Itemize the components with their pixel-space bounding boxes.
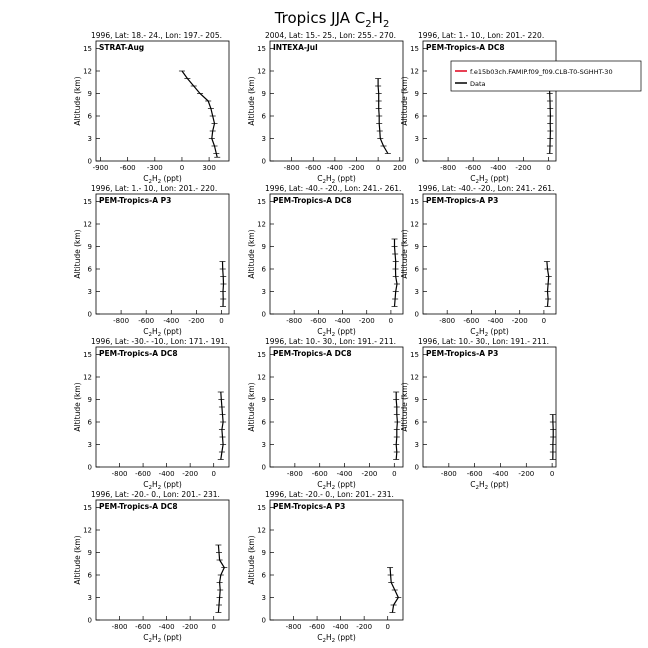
title-main: Tropics JJA C [274,9,366,27]
y-axis-label: Altitude (km) [247,535,256,585]
y-tick-label: 3 [261,594,266,602]
y-tick-label: 12 [257,373,266,382]
x-axis-label-part: (ppt) [488,327,509,336]
panel-header: 1996, Lat: 10.- 30., Lon: 191.- 211. [265,337,396,346]
y-tick-label: 6 [261,265,266,274]
panel-header: 1996, Lat: 10.- 30., Lon: 191.- 211. [418,337,549,346]
y-tick-label: 12 [83,67,92,76]
y-tick-label: 6 [414,265,419,274]
x-axis-label-part: C [470,327,476,336]
x-tick-label: -800 [283,164,300,172]
x-tick-label: -600 [466,470,483,478]
x-tick-label: -800 [440,470,457,478]
x-tick-label: -200 [511,317,528,325]
panel-header: 1996, Lat: -40.- -20., Lon: 241.- 261. [265,184,402,193]
x-axis-label-part: 2 [157,332,162,338]
panels [73,31,641,644]
x-axis-label-part: (ppt) [488,174,509,183]
y-tick-label: 0 [87,616,92,625]
y-axis-label: Altitude (km) [400,76,409,126]
x-tick-label: 0 [546,164,551,172]
y-tick-label: 0 [414,157,419,166]
x-tick-label: -200 [182,623,199,631]
panel-7 [73,337,229,491]
y-tick-label: 6 [414,418,419,427]
campaign-label: PEM-Tropics-A DC8 [426,43,505,52]
panel-1 [73,31,229,185]
legend-model-label: f.e15b03ch.FAMIP.f09_f09.CLB-T0-SGHHT-30 [470,68,613,76]
x-tick-label: 0 [211,623,216,631]
x-axis-label-part: 2 [475,332,479,338]
y-tick-label: 9 [414,90,419,98]
y-tick-label: 15 [257,45,266,53]
x-tick-label: -600 [309,623,326,631]
x-tick-label: -800 [286,470,303,478]
y-tick-label: 6 [87,112,92,121]
y-tick-label: 12 [257,526,266,535]
x-axis-label-part: 2 [331,179,336,185]
y-tick-label: 0 [87,310,92,319]
y-tick-label: 12 [83,526,92,535]
x-axis-label-part: C [470,174,476,183]
panel-8 [247,337,403,491]
y-tick-label: 9 [261,90,266,98]
campaign-label: PEM-Tropics-A DC8 [99,349,178,358]
data-profile-line [396,392,397,460]
x-tick-label: -600 [463,317,480,325]
x-axis-label-part: (ppt) [335,480,356,489]
x-axis-label-part: (ppt) [161,174,182,183]
y-tick-label: 3 [87,441,92,449]
x-axis-label [317,633,356,644]
y-axis-label: Altitude (km) [73,76,82,126]
x-axis-label-part: H [151,633,158,642]
panel-header: 1996, Lat: 18.- 24., Lon: 197.- 205. [91,31,222,40]
y-tick-label: 6 [414,112,419,121]
x-axis-label-part: 2 [322,179,326,185]
x-tick-label: -600 [311,470,328,478]
panel-frame [96,194,229,314]
panel-4 [73,184,229,338]
x-axis-label-part: H [325,174,332,183]
x-axis-label-part: C [317,174,323,183]
y-tick-label: 12 [83,373,92,382]
x-tick-label: -200 [356,623,373,631]
x-axis-label-part: 2 [157,638,162,644]
x-axis-label-part: H [478,174,485,183]
y-tick-label: 0 [414,463,419,472]
y-tick-label: 15 [257,504,266,512]
x-axis-label-part: 2 [475,485,479,491]
y-tick-label: 3 [261,288,266,296]
x-axis-label-part: C [317,633,323,642]
x-tick-label: 300 [202,164,216,172]
x-axis-label-part: C [317,480,323,489]
y-tick-label: 3 [414,135,419,143]
title-sub: 2 [365,19,372,30]
y-tick-label: 15 [257,351,266,359]
y-tick-label: 3 [87,288,92,296]
y-tick-label: 9 [261,549,266,557]
x-axis-label-part: C [143,633,149,642]
campaign-label: PEM-Tropics-A P3 [426,196,499,205]
campaign-label: PEM-Tropics-A DC8 [273,196,352,205]
y-tick-label: 12 [257,67,266,76]
campaign-label: PEM-Tropics-A DC8 [273,349,352,358]
figure-title [274,9,390,30]
panel-frame [270,347,403,467]
x-tick-label: 0 [211,470,216,478]
x-tick-label: -400 [326,164,343,172]
title-end: H [371,9,383,27]
y-axis-label: Altitude (km) [247,76,256,126]
x-axis-label-part: 2 [148,638,152,644]
panel-3 [400,31,556,185]
panel-frame [270,41,403,161]
x-tick-label: -900 [92,164,109,172]
panel-frame [423,194,556,314]
y-tick-label: 6 [87,418,92,427]
y-tick-label: 0 [261,616,266,625]
campaign-label: PEM-Tropics-A P3 [426,349,499,358]
x-axis-label-part: (ppt) [161,633,182,642]
y-axis-label: Altitude (km) [247,229,256,279]
panel-frame [423,347,556,467]
x-tick-label: 0 [385,623,390,631]
x-tick-label: 0 [219,317,224,325]
panel-header: 1996, Lat: -30.- -10., Lon: 171.- 191. [91,337,228,346]
y-tick-label: 9 [87,90,92,98]
x-tick-label: -400 [158,470,175,478]
data-profile-line [221,392,223,460]
x-tick-label: -800 [285,623,302,631]
panel-header: 2004, Lat: 15.- 25., Lon: 255.- 270. [265,31,396,40]
panel-5 [247,184,403,338]
y-axis-label: Altitude (km) [400,229,409,279]
y-tick-label: 0 [414,310,419,319]
x-tick-label: -800 [111,470,128,478]
x-axis-label-part: 2 [475,179,479,185]
y-tick-label: 12 [410,67,419,76]
legend [451,61,641,91]
x-axis-label [143,633,182,644]
x-axis-label-part: C [470,480,476,489]
y-tick-label: 15 [410,198,419,206]
y-tick-label: 12 [410,220,419,229]
panel-6 [400,184,556,338]
y-tick-label: 0 [261,157,266,166]
x-axis-label-part: 2 [322,638,326,644]
panel-header: 1996, Lat: 1.- 10., Lon: 201.- 220. [418,31,545,40]
y-tick-label: 12 [83,220,92,229]
x-tick-label: -600 [310,317,327,325]
x-axis-label-part: C [317,327,323,336]
x-tick-label: 200 [393,164,407,172]
x-tick-label: -600 [138,317,155,325]
y-tick-label: 9 [261,243,266,251]
y-tick-label: 15 [257,198,266,206]
x-axis-label-part: (ppt) [488,480,509,489]
y-tick-label: 15 [83,504,92,512]
x-tick-label: 0 [375,164,381,172]
x-axis-label-part: 2 [148,179,152,185]
y-tick-label: 15 [410,351,419,359]
x-axis-label-part: H [151,327,158,336]
x-tick-label: 0 [179,164,185,172]
x-axis-label-part: (ppt) [335,633,356,642]
x-tick-label: -600 [135,470,152,478]
x-axis-label-part: 2 [331,485,336,491]
x-tick-label: -200 [518,470,535,478]
x-axis-label-part: 2 [322,485,326,491]
panel-header: 1996, Lat: 1.- 10., Lon: 201.- 220. [91,184,218,193]
x-tick-label: -200 [358,317,375,325]
panel-frame [270,500,403,620]
legend-data-label: Data [470,80,486,88]
panel-frame [96,500,229,620]
x-axis-label-part: H [325,327,332,336]
x-axis-label-part: H [151,174,158,183]
panel-frame [423,41,556,161]
campaign-label: STRAT-Aug [99,43,145,52]
y-axis-label: Altitude (km) [73,535,82,585]
x-tick-label: -600 [305,164,322,172]
title-sub2: 2 [382,19,390,30]
x-tick-label: -400 [163,317,180,325]
x-tick-label: 0 [541,317,547,325]
y-tick-label: 15 [83,198,92,206]
y-tick-label: 3 [87,594,92,602]
x-tick-label: -800 [111,623,128,631]
x-tick-label: -800 [113,317,130,325]
y-tick-label: 3 [414,288,419,296]
x-axis-label-part: 2 [157,179,162,185]
x-tick-label: -600 [135,623,152,631]
y-tick-label: 9 [414,243,419,251]
panel-9 [400,337,556,491]
y-tick-label: 9 [87,549,92,557]
data-profile-line [395,239,398,307]
y-tick-label: 6 [261,418,266,427]
x-tick-label: -200 [188,317,205,325]
y-tick-label: 3 [261,135,266,143]
y-tick-label: 6 [261,112,266,121]
x-tick-label: 0 [549,470,555,478]
x-axis-label-part: 2 [322,332,326,338]
y-tick-label: 3 [261,441,266,449]
y-axis-label: Altitude (km) [400,382,409,432]
y-tick-label: 12 [257,220,266,229]
x-tick-label: -600 [119,164,136,172]
y-tick-label: 6 [87,571,92,580]
x-tick-label: -400 [336,470,353,478]
panel-11 [247,490,403,644]
x-axis-label-part: H [325,480,332,489]
panel-header: 1996, Lat: -20.- 0., Lon: 201.- 231. [265,490,394,499]
x-axis-label-part: C [143,327,149,336]
x-axis-label-part: H [151,480,158,489]
campaign-label: INTEXA-Jul [273,43,318,52]
y-axis-label: Altitude (km) [73,382,82,432]
x-axis-label-part: 2 [484,485,489,491]
x-tick-label: 0 [392,470,397,478]
campaign-label: PEM-Tropics-A DC8 [99,502,178,511]
x-tick-label: -400 [492,470,509,478]
x-axis-label-part: 2 [484,179,489,185]
y-tick-label: 0 [261,463,266,472]
data-profile-line [550,86,551,154]
panel-header: 1996, Lat: -20.- 0., Lon: 201.- 231. [91,490,220,499]
x-tick-label: -400 [490,164,507,172]
x-axis-label-part: H [478,480,485,489]
y-tick-label: 9 [261,396,266,404]
data-profile-line [218,545,224,613]
campaign-label: PEM-Tropics-A P3 [273,502,346,511]
x-axis-label [470,480,509,491]
y-tick-label: 9 [414,396,419,404]
panel-2 [247,31,406,185]
panel-10 [73,490,229,644]
x-axis-label-part: (ppt) [161,480,182,489]
x-tick-label: -400 [158,623,175,631]
y-tick-label: 3 [87,135,92,143]
panel-frame [270,194,403,314]
x-axis-label-part: 2 [157,485,162,491]
y-tick-label: 6 [261,571,266,580]
x-tick-label: -800 [439,317,456,325]
x-tick-label: -200 [361,470,378,478]
x-axis-label-part: 2 [484,332,489,338]
x-tick-label: -300 [146,164,163,172]
data-profile-line [182,71,217,157]
x-tick-label: -400 [487,317,504,325]
x-axis-label-part: 2 [148,485,152,491]
y-tick-label: 6 [87,265,92,274]
x-tick-label: -200 [515,164,532,172]
x-tick-label: -200 [348,164,365,172]
y-tick-label: 0 [87,463,92,472]
y-tick-label: 0 [87,157,92,166]
y-axis-label: Altitude (km) [73,229,82,279]
y-tick-label: 15 [83,351,92,359]
y-tick-label: 15 [410,45,419,53]
y-tick-label: 0 [261,310,266,319]
y-tick-label: 9 [87,243,92,251]
x-tick-label: 0 [388,317,394,325]
x-tick-label: -400 [332,623,349,631]
x-axis-label-part: (ppt) [335,327,356,336]
x-tick-label: -800 [286,317,303,325]
y-axis-label: Altitude (km) [247,382,256,432]
x-tick-label: -400 [334,317,351,325]
x-axis-label-part: H [478,327,485,336]
x-tick-label: -200 [182,470,199,478]
panel-frame [96,347,229,467]
x-axis-label-part: C [143,480,149,489]
x-axis-label-part: H [325,633,332,642]
x-tick-label: -600 [465,164,482,172]
x-axis-label-part: C [143,174,149,183]
y-tick-label: 15 [83,45,92,53]
x-axis-label-part: (ppt) [161,327,182,336]
x-axis-label-part: 2 [331,638,336,644]
x-axis-label-part: 2 [148,332,152,338]
y-tick-label: 3 [414,441,419,449]
panel-header: 1996, Lat: -40.- -20., Lon: 241.- 261. [418,184,555,193]
campaign-label: PEM-Tropics-A P3 [99,196,172,205]
x-axis-label-part: (ppt) [335,174,356,183]
y-tick-label: 12 [410,373,419,382]
x-axis-label-part: 2 [331,332,336,338]
y-tick-label: 9 [87,396,92,404]
x-tick-label: -800 [440,164,457,172]
